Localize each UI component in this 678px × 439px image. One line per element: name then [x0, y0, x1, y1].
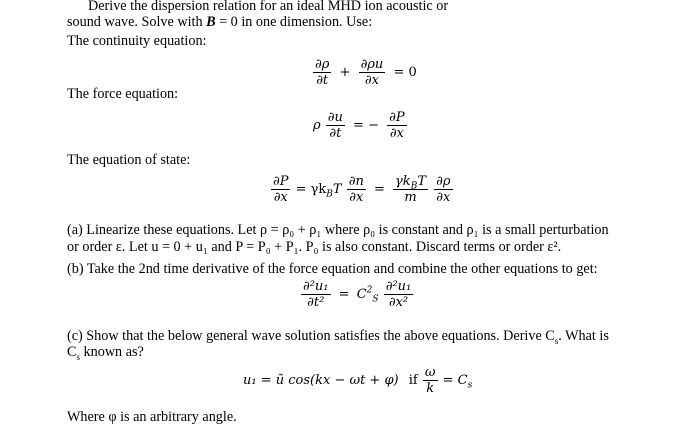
part-b-equals: =: [338, 287, 350, 302]
continuity-equation: [312, 57, 420, 88]
intro-text-end: = 0 in one dimension. Use:: [215, 14, 373, 30]
footer-line: Where φ is an arbitrary angle.: [67, 409, 237, 425]
state-frac-2: $\frac{\partial n}{\partial x}$: [348, 174, 364, 205]
state-gamma-k: = γk: [295, 182, 327, 197]
force-equals: = −: [353, 118, 379, 133]
state-equation: [270, 174, 454, 205]
part-a-line-2: or order ε. Let u = 0 + u₁ and P = P₀ + P₁. P₀ is also constant. Discard terms or order ε².: [67, 239, 562, 255]
force-label: The force equation:: [67, 86, 179, 102]
intro-line-2: [67, 14, 372, 31]
part-c-frac: $\frac{\omega}{k}$: [424, 365, 436, 396]
continuity-rhs: = 0: [393, 65, 417, 80]
part-c-line-2: [67, 344, 144, 361]
intro-line-1: Derive the dispersion relation for an ideal MHD ion acoustic or: [88, 0, 449, 14]
part-c-equation: [243, 365, 472, 396]
part-c-line-1: [67, 328, 609, 345]
part-b-equation: [300, 279, 414, 310]
part-b-cs-sup: 2: [366, 285, 373, 296]
intro-b-symbol: B: [206, 14, 216, 30]
force-rho: ρ: [313, 118, 321, 133]
part-c-cs-sub: s: [554, 335, 559, 346]
force-equation: [313, 110, 408, 141]
force-frac-2: $\frac{\partial P}{\partial x}$: [389, 110, 405, 141]
part-b-cs-sub: S: [372, 294, 379, 305]
state-t: T: [332, 182, 342, 197]
part-c-text-end: . What is: [558, 328, 609, 344]
wave-solution: u₁ = ũ cos(kx − ωt + φ): [243, 373, 399, 388]
part-b-frac-2: $\frac{\text{∂²u₁}}{\text{∂x²}}$: [385, 279, 412, 310]
part-a-line-1: (a) Linearize these equations. Let ρ = ρ₀ + ρ₁ where ρ₀ is constant and ρ₁ is a small perturbation: [67, 222, 609, 238]
part-b-line-1: (b) Take the 2nd time derivative of the force equation and combine the other equations to get:: [67, 261, 598, 277]
state-frac-4: $\frac{\partial\rho}{\partial x}$: [436, 174, 451, 205]
part-c-rhs: = C: [442, 373, 468, 388]
force-frac-1: $\frac{\partial u}{\partial t}$: [327, 110, 343, 141]
part-c-rhs-sub: s: [467, 380, 473, 391]
continuity-label: The continuity equation:: [67, 33, 207, 49]
part-b-cs: C: [356, 287, 367, 302]
if-word: if: [408, 373, 418, 388]
state-label: The equation of state:: [67, 152, 191, 168]
continuity-frac-1: $\frac{\partial\rho}{\partial t}$: [315, 57, 330, 88]
state-frac-3: $\frac{\gamma k_BT}{m}$: [395, 174, 426, 205]
part-c-question-end: known as?: [79, 344, 144, 360]
part-c-cs: C: [67, 344, 77, 360]
state-frac-1: $\frac{\partial P}{\partial x}$: [273, 174, 289, 205]
state-equals: =: [373, 182, 385, 197]
state-sub-b: B: [326, 189, 333, 200]
part-c-cs-sub-2: s: [76, 351, 80, 362]
part-b-frac-1: $\frac{\text{∂²u₁}}{\text{∂t²}}$: [303, 279, 329, 310]
intro-text: sound wave. Solve with: [67, 14, 207, 30]
part-c-text: (c) Show that the below general wave solution satisfies the above equations. Derive C: [67, 328, 555, 344]
continuity-plus: +: [339, 65, 351, 80]
continuity-frac-2: $\frac{\partial\rho u}{\partial x}$: [360, 57, 384, 88]
